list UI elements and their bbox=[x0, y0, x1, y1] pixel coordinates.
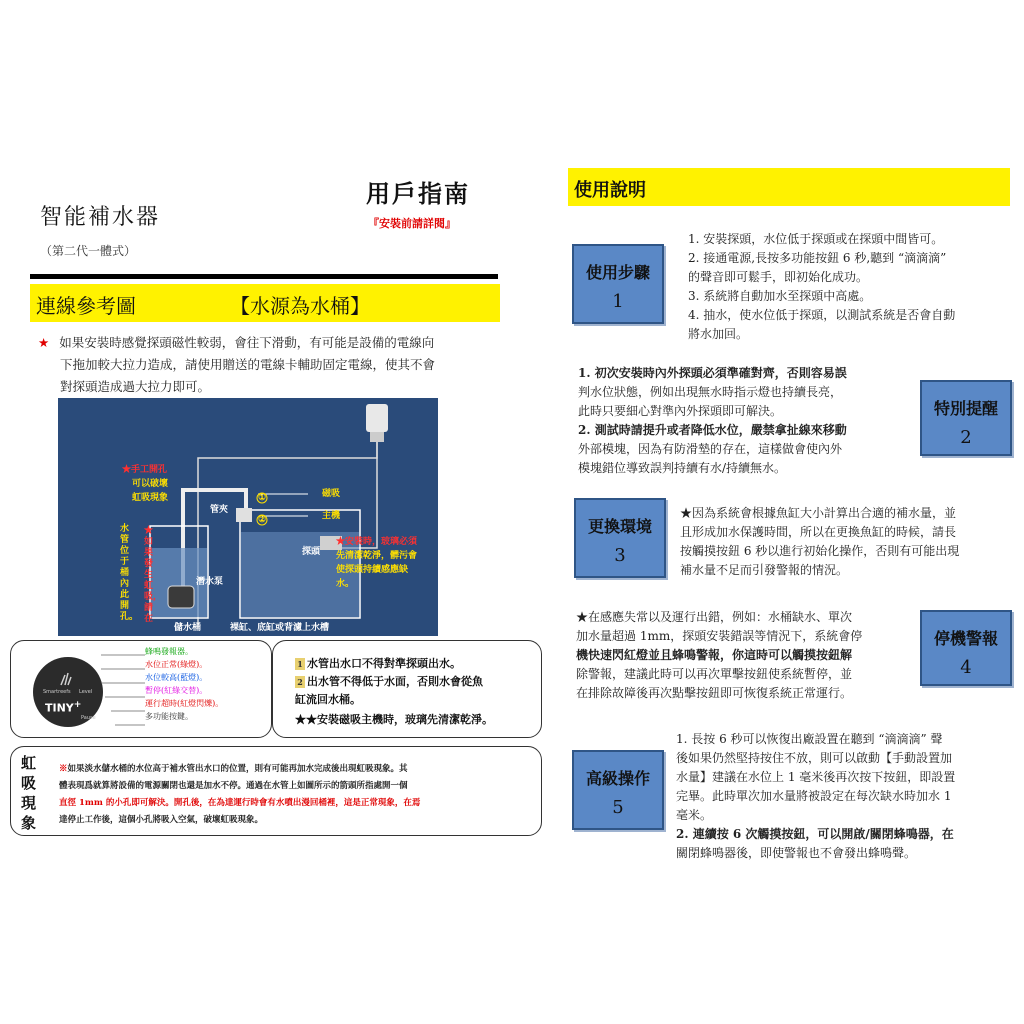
label-pipe-clamp: 管夾 bbox=[210, 505, 229, 515]
label-main-unit: 主機 bbox=[322, 511, 341, 521]
text-line: 補水量不足而引發警報的情況。 bbox=[680, 563, 849, 577]
text-line: 按觸摸按鈕 6 秒以進行初始化操作，否則有可能出現 bbox=[680, 544, 960, 558]
siphon-text bbox=[59, 761, 529, 829]
siphon-panel bbox=[10, 746, 542, 836]
siphon-line: 達停止工作後，這個小孔將吸入空氣，破壞虹吸現象。 bbox=[59, 815, 264, 825]
step-button-2: 特別提醒 2 bbox=[920, 380, 1012, 456]
pause-label: Pause bbox=[81, 715, 96, 721]
text-line: 關閉蜂鳴器後，即使警報也不會發出蜂鳴聲。 bbox=[676, 846, 917, 860]
step-button-5: 高級操作 5 bbox=[572, 750, 664, 830]
label-probe: 探頭 bbox=[302, 547, 321, 557]
siphon-line: 體表現爲就算將設備的電源關閉也還是加水不停。通過在水管上如圖所示的箭頭所指處開一個 bbox=[59, 781, 408, 791]
step-1-text bbox=[688, 230, 1018, 344]
step-5-text bbox=[676, 730, 1016, 863]
text-line: 完畢。此時單次加水量將被設定在每次缺水時加水 1 bbox=[676, 789, 952, 803]
controller-legend bbox=[145, 645, 223, 723]
brand-sub-left: Smartreefs bbox=[43, 689, 71, 695]
circle-two: ② bbox=[258, 515, 267, 525]
label-bucket: 儲水桶 bbox=[174, 623, 202, 633]
text-line: 4. 抽水，使水位低于探頭，以測試系統是否會自動 bbox=[688, 308, 956, 322]
intro-line: 下拖加較大拉力造成，請使用贈送的電線卡輔助固定電線，使其不會 bbox=[60, 357, 436, 372]
star-icon: ★ bbox=[38, 335, 50, 350]
text-line: 2. 接通電源,長按多功能按鈕 6 秒,聽到 “滴滴滴” bbox=[688, 251, 947, 265]
text-line: 2. 連續按 6 次觸摸按鈕，可以開啟/關閉蜂鳴器，在 bbox=[676, 827, 954, 841]
text-line: 後如果仍然堅持按住不放，則可以啟動【手動設置加 bbox=[676, 751, 953, 765]
note-line: 使探頭持續感應缺 bbox=[336, 565, 409, 575]
note-line: 水。 bbox=[336, 579, 355, 589]
label-tank: 裸缸、底缸或背濾上水槽 bbox=[230, 623, 330, 633]
note-line: ★安裝時，玻璃必須 bbox=[336, 537, 418, 547]
warning-line: 1 水管出水口不得對準探頭出水。 bbox=[295, 655, 461, 673]
step-button-3: 更換環境 3 bbox=[574, 498, 666, 578]
text-line: 且形成加水保護時間，所以在更換魚缸的時候，請長 bbox=[680, 525, 957, 539]
label-siphon: 虹吸現象 bbox=[132, 493, 169, 503]
step-4-text bbox=[576, 608, 916, 703]
siphon-line: ※如果淡水儲水桶的水位高于補水管出水口的位置，則有可能再加水完成後出現虹吸現象。其 bbox=[59, 764, 408, 774]
text-line: 1. 長按 6 秒可以恢復出廠設置在聽到 “滴滴滴” 聲 bbox=[676, 732, 943, 746]
legend-item: 多功能按鍵。 bbox=[145, 712, 193, 721]
step-3-text bbox=[680, 504, 1020, 580]
label-vertical-2: ★如果發生虹吸，請在 bbox=[144, 526, 163, 624]
text-line: 3. 系統將自動加水至探頭中高處。 bbox=[688, 289, 872, 303]
text-line: 加水量超過 1mm，探頭安裝錯誤等情況下，系統會停 bbox=[576, 629, 863, 643]
text-line: 將水加回。 bbox=[688, 327, 749, 341]
usage-title: 使用說明 bbox=[574, 180, 646, 201]
install-warnings bbox=[272, 640, 542, 738]
brand-sub-right: Level bbox=[79, 689, 93, 695]
note-line: 先清潔乾淨，髒污會 bbox=[336, 551, 418, 561]
brand-logo: TINY+ bbox=[45, 699, 82, 715]
text-line: 1. 安裝探頭，水位低于探頭或在探頭中間皆可。 bbox=[688, 232, 944, 246]
intro-line: 對探頭造成過大拉力即可。 bbox=[60, 379, 211, 394]
label-vertical-1: 水管位于桶內此開孔。 bbox=[120, 524, 139, 622]
diagram-drawing bbox=[58, 398, 438, 636]
siphon-line: 直徑 1mm 的小孔即可解決。開孔後，在為達運行時會有水噴出漫回桶裡，這是正常現象，在焉 bbox=[59, 798, 421, 808]
product-subtitle: （第二代一體式） bbox=[40, 244, 137, 258]
step-2-text bbox=[578, 364, 908, 478]
legend-lines bbox=[91, 645, 151, 735]
text-line: 除警報，建議此時可以再次單擊按鈕使系統暫停，並 bbox=[576, 667, 853, 681]
warning-line: ★★安裝磁吸主機時，玻璃先清潔乾淨。 bbox=[295, 713, 493, 726]
text-line: 模塊錯位導致誤判持續有水/持續無水。 bbox=[578, 461, 787, 475]
legend-item: 水位較高(藍燈)。 bbox=[145, 673, 208, 682]
text-line: 機快速閃紅燈並且蜂鳴警報，你這時可以觸摸按鈕解 bbox=[576, 648, 853, 662]
siphon-title: 虹 吸 現 象 bbox=[21, 754, 37, 832]
section-header bbox=[30, 284, 500, 322]
warning-line: 2 出水管不得低于水面，否則水會從魚 bbox=[295, 673, 483, 691]
text-line: 此時只要細心對準內外探頭即可解決。 bbox=[578, 404, 783, 418]
warning-line: 缸流回水桶。 bbox=[295, 693, 361, 706]
legend-item: 水位正常(綠燈)。 bbox=[145, 660, 208, 669]
text-line: 外部模塊，因為有防滑墊的存在，這樣做會使內外 bbox=[578, 442, 843, 456]
text-line: 2. 測試時請提升或者降低水位，嚴禁拿扯線來移動 bbox=[578, 423, 847, 437]
step-button-4: 停機警報 4 bbox=[920, 610, 1012, 686]
label-pump: 潛水泵 bbox=[196, 577, 224, 587]
legend-item: 暫停(紅綠交替)。 bbox=[145, 686, 208, 695]
product-title: 智能補水器 bbox=[40, 205, 161, 230]
text-line: 1. 初次安裝時內外探頭必須準確對齊，否則容易誤 bbox=[578, 366, 847, 380]
text-line: ★因為系統會根據魚缸大小計算出合適的補水量，並 bbox=[680, 506, 957, 520]
text-line: 判水位狀態，例如出現無水時指示燈也持續長亮， bbox=[578, 385, 843, 399]
text-line: 毫米。 bbox=[676, 808, 713, 822]
guide-note: 『安裝前請詳閱』 bbox=[368, 217, 456, 230]
usage-header bbox=[568, 168, 1010, 206]
section-title: 連線參考圖 bbox=[36, 294, 136, 318]
label-manual-hole: ★手工開孔 bbox=[122, 465, 168, 475]
text-line: 在排除故障後再次點擊按鈕即可恢復系統正常運行。 bbox=[576, 686, 853, 700]
text-line: ★在感應失常以及運行出錯，例如：水桶缺水、單次 bbox=[576, 610, 853, 624]
text-line: 水量】建議在水位上 1 毫米後再次按下按鈕，即設置 bbox=[676, 770, 956, 784]
label-suction: 磁吸 bbox=[322, 489, 341, 499]
controller-panel bbox=[10, 640, 272, 738]
text-line: 的聲音即可鬆手，即初始化成功。 bbox=[688, 270, 869, 284]
intro-line: ★ 如果安裝時感覺探頭磁性較弱，會往下滑動，有可能是設備的電線向 bbox=[38, 335, 435, 350]
guide-title: 用戶指南 bbox=[366, 179, 470, 208]
legend-item: 蜂鳴發報器。 bbox=[145, 647, 193, 656]
intro-paragraph bbox=[38, 332, 498, 398]
label-break: 可以破壞 bbox=[132, 479, 169, 489]
connection-diagram bbox=[58, 398, 438, 636]
step-button-1: 使用步驟 1 bbox=[572, 244, 664, 324]
divider bbox=[30, 274, 498, 279]
section-source: 【水源為水桶】 bbox=[230, 294, 370, 318]
legend-item: 運行超時(紅燈閃爍)。 bbox=[145, 699, 224, 708]
circle-one: ① bbox=[258, 493, 267, 503]
